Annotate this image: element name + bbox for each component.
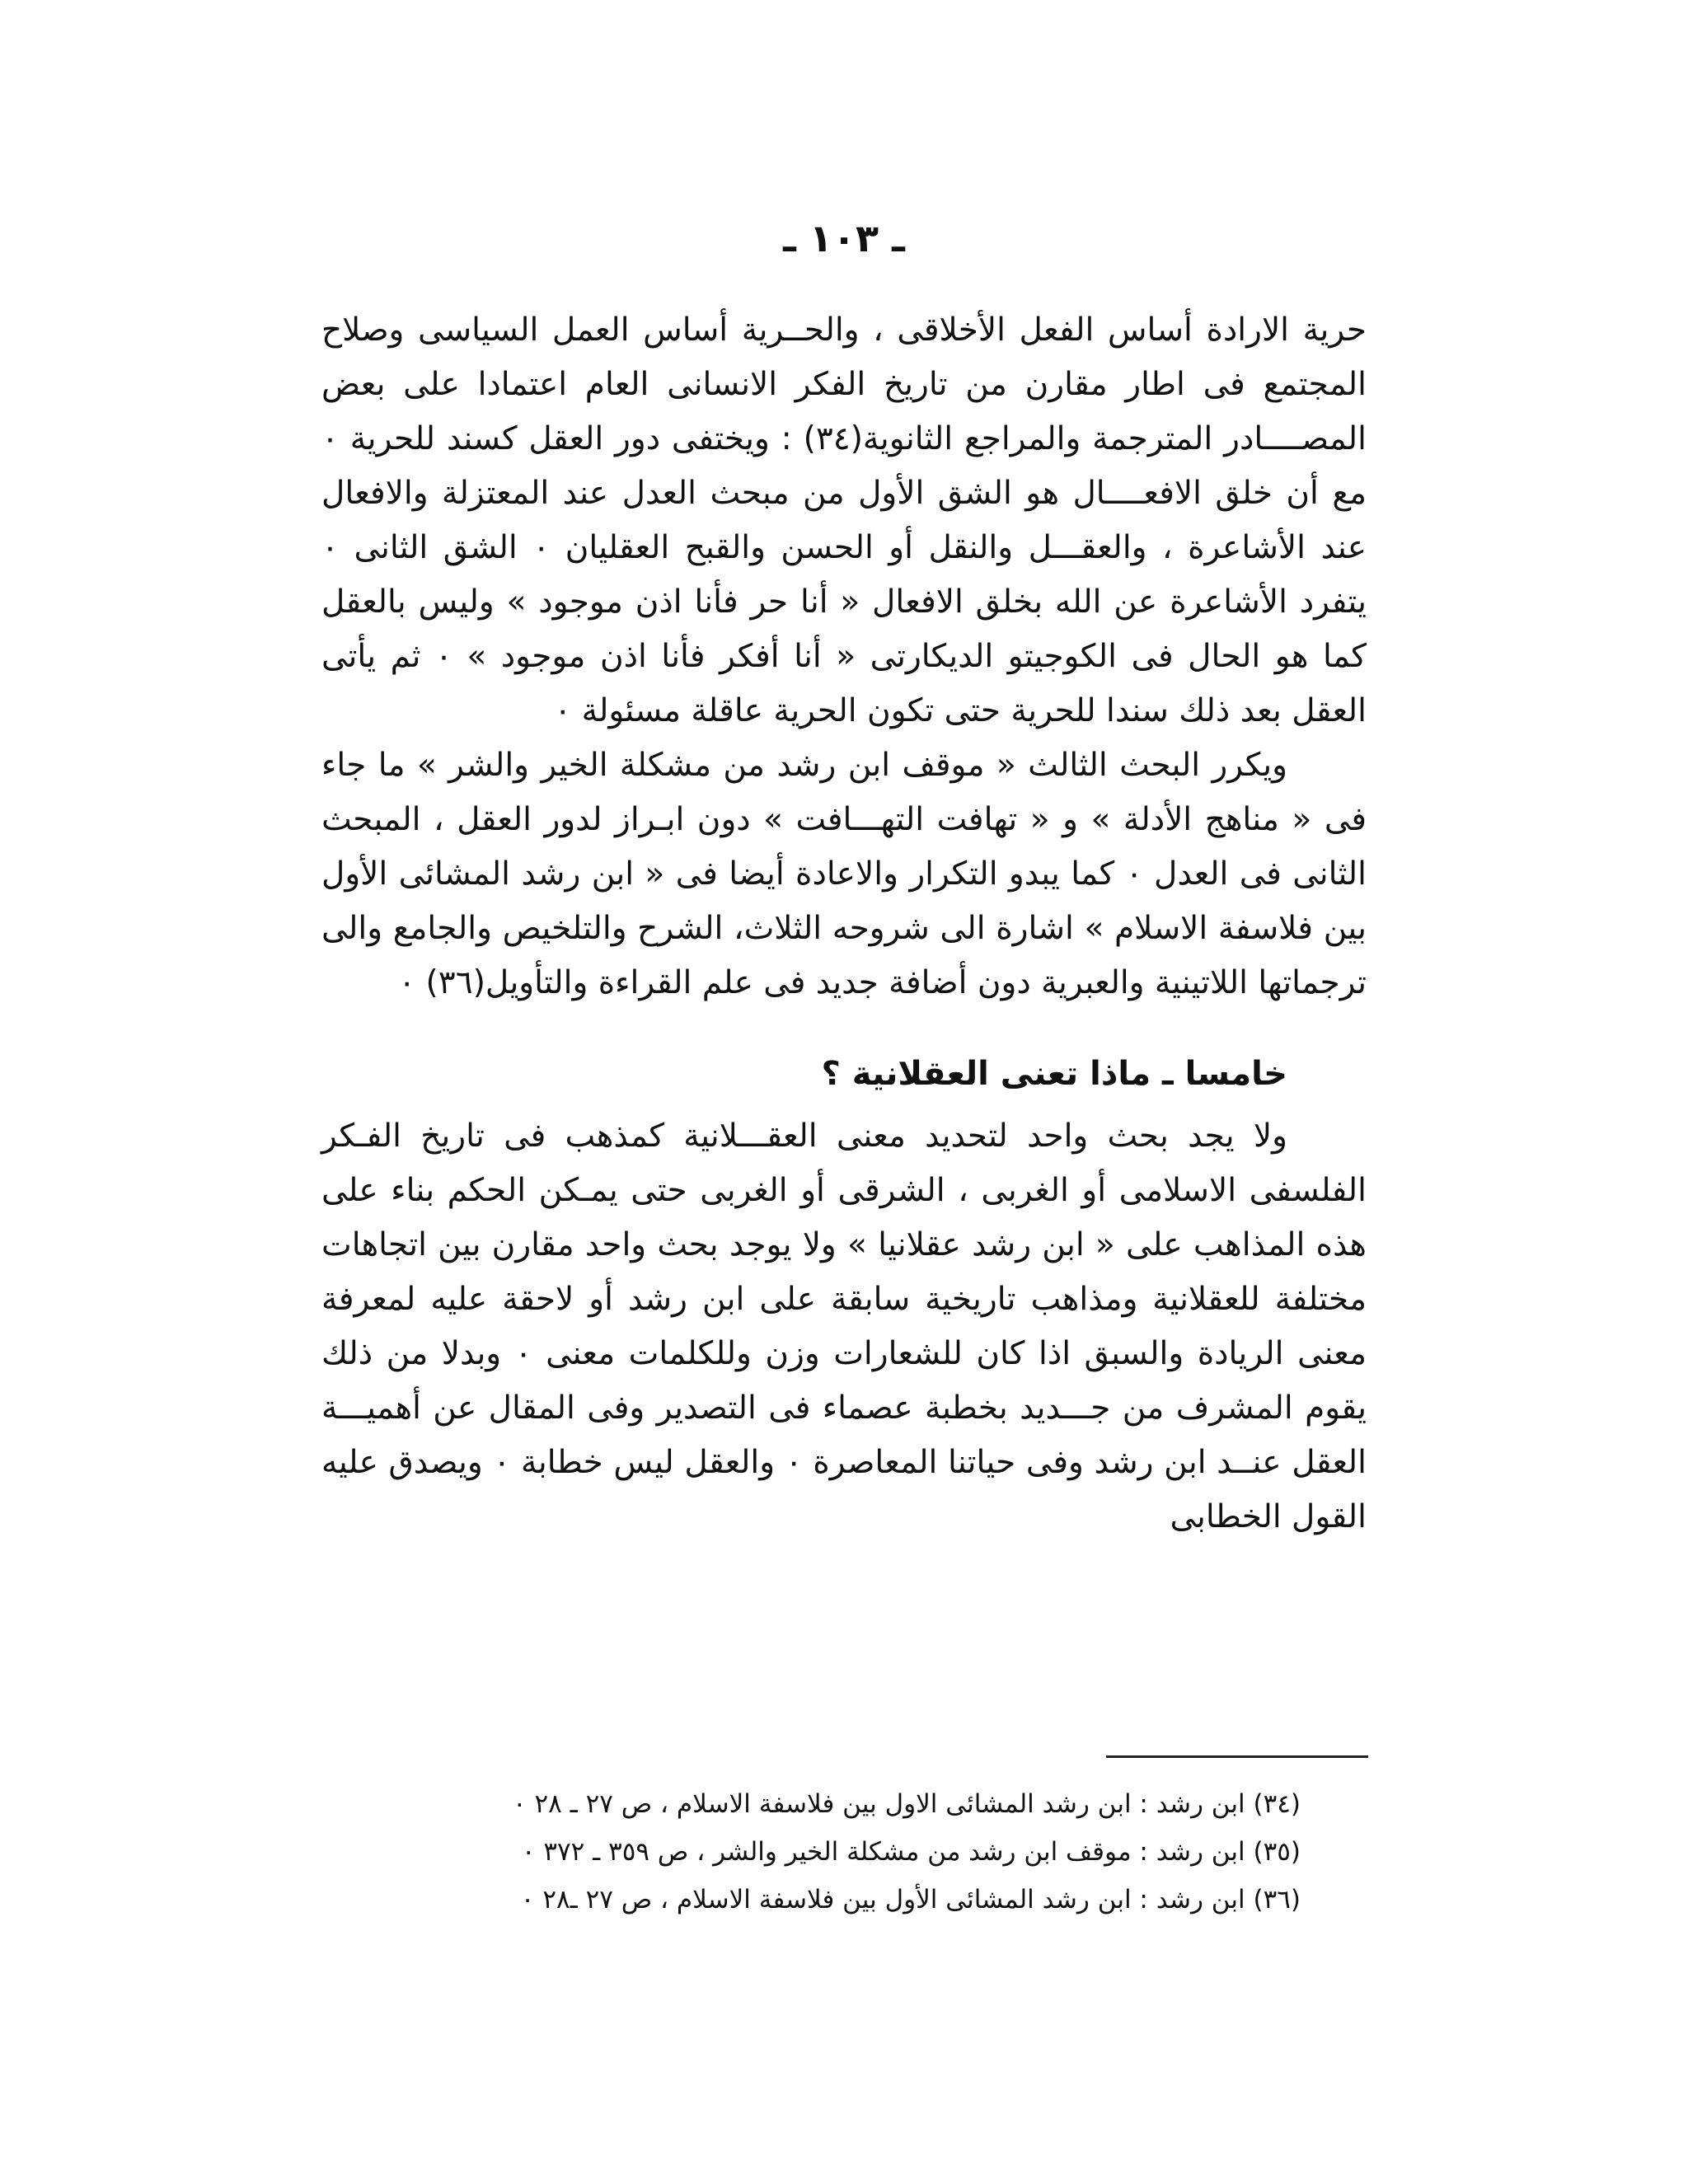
footnote-36: (٣٦) ابن رشد : ابن رشد المشائى الأول بين فلاسفة الاسلام ، ص ٢٧ ـ٢٨ ٠	[520, 1885, 1301, 1915]
page-body	[321, 303, 1367, 1544]
footnote-divider	[1106, 1755, 1368, 1758]
footnote-35: (٣٥) ابن رشد : موقف ابن رشد من مشكلة الخير والشر ، ص ٣٥٩ ـ ٣٧٢ ٠	[521, 1837, 1301, 1867]
footnotes	[321, 1780, 1301, 1924]
footnote-34: (٣٤) ابن رشد : ابن رشد المشائى الاول بين فلاسفة الاسلام ، ص ٢٧ ـ ٢٨ ٠	[512, 1789, 1301, 1819]
body-paragraph-3: ولا يجد بحث واحد لتحديد معنى العقـــلانية كمذهب فى تاريخ الفـكر الفلسفى الاسلامى أو الغربى ، الشرقى أو الغربى حتى يمـكن الحكم بناء على هذه المذاهب على « ابن رشد عقلانيا » ولا يوجد بحث واحد مقارن بين اتجاهات مختلفة للعقلانية ومذاهب تاريخية سابقة على ابن رشد أو لاحقة عليه لمعرفة معنى الريادة والسبق اذا كان للشعارات وزن وللكلمات معنى ٠ وبدلا من ذلك يقوم المشرف من جـــديد بخطبة عصماء فى التصدير وفى المقال عن أهميـــة العقل عنــد ابن رشد وفى حياتنا المعاصرة ٠ والعقل ليس خطابة ٠ ويصدق عليه القول الخطابى	[321, 1118, 1367, 1535]
section-heading: خامسا ـ ماذا تعنى العقلانية ؟	[821, 1055, 1287, 1093]
body-paragraph-1: حرية الارادة أساس الفعل الأخلاقى ، والحــرية أساس العمل السياسى وصلاح المجتمع فى اطار مقارن من تاريخ الفكر الانسانى العام اعتمادا على بعض المصــــادر المترجمة والمراجع الثانوية(٣٤) : ويختفى دور العقل كسند للحرية ٠ مع أن خلق الافعــــال هو الشق الأول من مبحث العدل عند المعتزلة والافعال عند الأشاعرة ، والعقـــل والنقل أو الحسن والقبح العقليان ٠ الشق الثانى ٠ يتفرد الأشاعرة عن الله بخلق الافعال « أنا حر فأنا اذن موجود » وليس بالعقل كما هو الحال فى الكوجيتو الديكارتى « أنا أفكر فأنا اذن موجود » ٠ ثم يأتى العقل بعد ذلك سندا للحرية حتى تكون الحرية عاقلة مسئولة ٠	[321, 312, 1367, 729]
body-paragraph-2: ويكرر البحث الثالث « موقف ابن رشد من مشكلة الخير والشر » ما جاء فى « مناهج الأدلة » و « تهافت التهـــافت » دون ابـراز لدور العقل ، المبحث الثانى فى العدل ٠ كما يبدو التكرار والاعادة أيضا فى « ابن رشد المشائى الأول بين فلاسفة الاسلام » اشارة الى شروحه الثلاث، الشرح والتلخيص والجامع والى ترجماتها اللاتينية والعبرية دون أضافة جديد فى علم القراءة والتأويل(٣٦) ٠	[321, 747, 1367, 1001]
page-number: ـ ١٠٣ ـ	[783, 216, 905, 260]
